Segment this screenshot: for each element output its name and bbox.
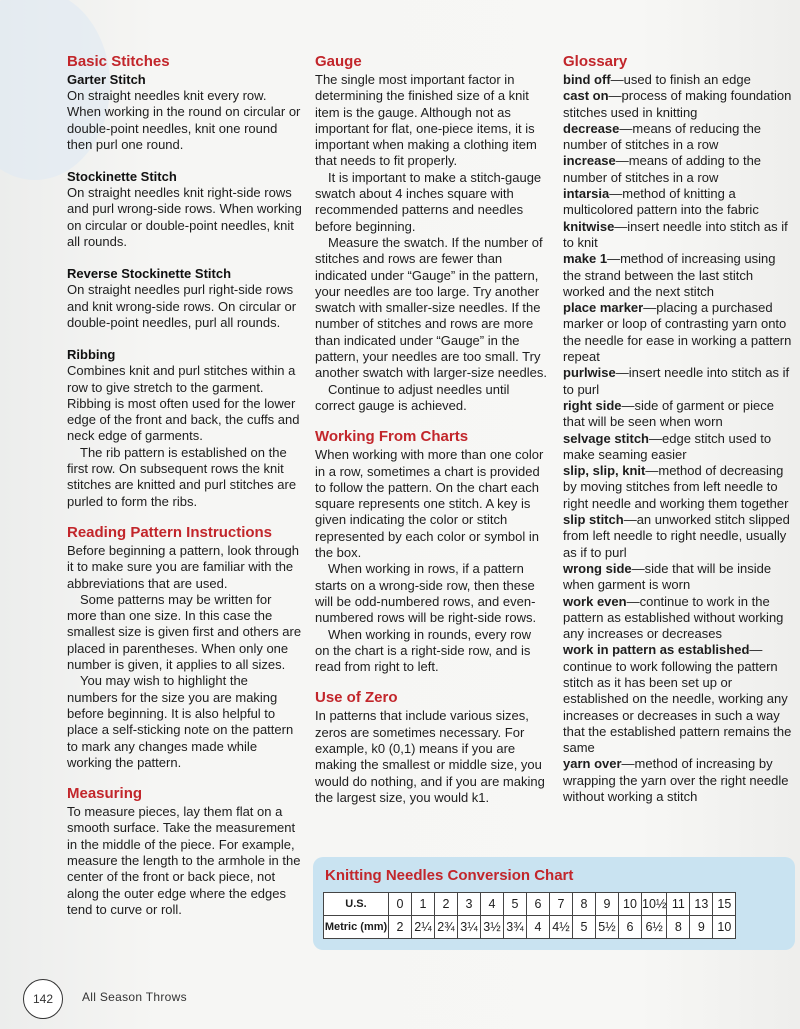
reverse-stockinette-heading: Reverse Stockinette Stitch [67,266,232,282]
glossary-entry [563,251,795,300]
glossary-entry [563,72,795,88]
glossary-term: right side [563,397,622,413]
metric-size-cell: 2¼ [412,916,435,939]
glossary-term: make 1 [563,251,608,267]
us-size-cell: 15 [713,893,736,916]
garter-stitch-heading: Garter Stitch [67,72,146,87]
stockinette-stitch-text: On straight needles knit right-side rows and purl wrong-side rows. When working on circular or double-point needles, knit all rounds. [67,185,302,250]
reading-pattern-heading: Reading Pattern Instructions [67,523,273,541]
glossary-definition: —method of increasing by wrapping the yarn over the right needle without working a stitch [563,756,789,805]
glossary-term: intarsia [563,186,610,202]
glossary-entry [563,561,795,594]
glossary-definition: —side of garment or piece that will be seen when worn [563,397,774,430]
glossary-term: increase [563,153,616,169]
metric-size-cell: 3¼ [458,916,481,939]
ribbing-text: Combines knit and purl stitches within a row to give stretch to the garment. Ribbing is most often used for the lower edge of the front and back, the cuffs and neck edge of garments. [67,363,300,444]
us-size-row [324,893,736,916]
measuring-text: To measure pieces, lay them flat on a smooth surface. Take the measurement in the middle of the piece. For example, measure the length to the armhole in the center of the front or back piece, not along the outer edge where the edges tend to curve or roll. [67,804,301,917]
use-of-zero-heading: Use of Zero [315,689,398,707]
metric-size-cell: 2 [389,916,412,939]
glossary-term: place marker [563,300,644,316]
charts-text-3: When working in rounds, every row on the chart is a right-side row, and is read from right to left. [315,626,532,675]
glossary-definition: —means of reducing the number of stitches in a row [563,120,762,153]
column-left [67,53,302,918]
reading-pattern-text: Before beginning a pattern, look through it to make sure you are familiar with the abbreviations that are used. [67,542,300,591]
glossary-entry [563,642,795,756]
glossary-term: work even [563,593,627,609]
column-middle [315,53,548,806]
us-size-cell: 13 [690,893,713,916]
metric-size-cell: 6½ [642,916,667,939]
charts-text-2: When working in rows, if a pattern starts on a wrong-side row, then these will be odd-numbered rows, and even-numbered rows will be right-side rows. [315,561,537,626]
gauge-text-2: It is important to make a stitch-gauge swatch about 4 inches square with recommended patterns and needles before beginning. [315,169,542,234]
basic-stitches-heading: Basic Stitches [67,53,170,70]
glossary-definition: —insert needle into stitch as if to purl [563,365,790,397]
glossary-definition: —process of making foundation stitches used in knitting [563,88,792,120]
glossary-term: selvage stitch [563,430,649,446]
glossary-entry [563,121,795,154]
glossary-definition: —insert needle into stitch as if to knit [563,218,788,250]
metric-size-cell: 5½ [596,916,619,939]
needle-conversion-chart [313,857,795,950]
us-size-cell: 6 [527,893,550,916]
metric-size-cell: 9 [690,916,713,939]
glossary-entry [563,186,795,219]
metric-label: Metric (mm) [324,916,389,939]
us-size-cell: 0 [389,893,412,916]
us-size-cell: 2 [435,893,458,916]
us-label: U.S. [324,893,389,916]
garter-stitch-text: On straight needles knit every row. When working in the round on circular or double-point needles, knit one round then purl one round. [67,88,301,152]
metric-size-cell: 4½ [550,916,573,939]
ribbing-heading: Ribbing [67,347,116,363]
glossary-definition: —method of decreasing by moving stitches from left needle to right needle and working them together [563,463,789,511]
metric-size-cell: 8 [667,916,690,939]
glossary-term: bind off [563,72,611,87]
us-size-cell: 10½ [642,893,667,916]
glossary-term: wrong side [563,560,632,576]
glossary-term: slip, slip, knit [563,463,646,479]
gauge-text-3: Measure the swatch. If the number of stitches and rows are fewer than indicated under “Gauge” in the pattern, your needles are too large. Try another swatch with smaller-size needles. If the number of stitches and rows are more than indicated under “Gauge” in the pattern, your needles are too small. Try another swatch with larger-size needles. [315,234,547,381]
us-size-cell: 10 [619,893,642,916]
glossary-definition: —continue to work in the pattern as established without working any increases or decreases [563,593,784,642]
us-size-cell: 1 [412,893,435,916]
gauge-text: The single most important factor in determining the finished size of a knit item is the gauge. Although not as important for flat, one-piece items, it is important when making a clothing item that needs to fit properly. [315,72,537,169]
glossary-term: cast on [563,88,609,104]
metric-size-cell: 5 [573,916,596,939]
metric-size-cell: 2¾ [435,916,458,939]
charts-text: When working with more than one color in a row, sometimes a chart is provided to follow the pattern. On the chart each square represents one stitch. A key is given indicating the color or stitch represented by each color or symbol in the box. [315,447,544,561]
glossary-entry [563,431,795,464]
measuring-heading: Measuring [67,785,143,803]
working-from-charts-heading: Working From Charts [315,428,469,446]
ribbing-text-2: The rib pattern is established on the first row. On subsequent rows the knit stitches are knitted and purl stitches are purled to form the ribs. [67,444,297,509]
glossary-term: yarn over [563,756,622,772]
glossary-definition: —side that will be inside when garment is worn [563,560,772,593]
glossary-definition: —continue to work following the pattern stitch as it has been set up or established on the needle, working any increases or decreases in such a way that the established pattern remains the same [563,642,792,756]
glossary-term: purlwise [563,365,616,381]
conversion-chart-title: Knitting Needles Conversion Chart [325,867,574,884]
glossary-entry [563,463,795,512]
column-glossary [563,53,795,805]
glossary-entry [563,219,795,252]
glossary-definition: —used to finish an edge [610,72,751,87]
us-size-cell: 8 [573,893,596,916]
glossary-term: knitwise [563,218,615,234]
stockinette-stitch-heading: Stockinette Stitch [67,169,177,185]
page-number: 142 [23,979,63,1019]
running-footer-title: All Season Throws [82,990,187,1004]
us-size-cell: 4 [481,893,504,916]
glossary-term: decrease [563,120,620,136]
glossary-definition: —method of knitting a multicolored pattern into the fabric [563,186,759,218]
glossary-entry [563,88,795,121]
metric-size-cell: 3¾ [504,916,527,939]
glossary-entry [563,512,795,561]
us-size-cell: 9 [596,893,619,916]
us-size-cell: 3 [458,893,481,916]
reading-pattern-text-2: Some patterns may be written for more than one size. In this case the smallest size is given first and others are placed in parentheses. When only one number is given, it applies to all sizes. [67,591,302,673]
glossary-term: work in pattern as established [563,642,750,658]
metric-size-cell: 10 [713,916,736,939]
glossary-definition: —means of adding to the number of stitches in a row [563,153,762,185]
glossary-entry [563,398,795,431]
metric-size-cell: 3½ [481,916,504,939]
glossary-entry [563,153,795,186]
glossary-entry [563,300,795,365]
gauge-text-4: Continue to adjust needles until correct gauge is achieved. [315,381,510,413]
glossary-entry [563,756,795,805]
glossary-term: slip stitch [563,512,624,528]
glossary-list [563,72,795,805]
glossary-heading: Glossary [563,53,628,70]
us-size-cell: 5 [504,893,527,916]
glossary-entry [563,365,795,398]
reverse-stockinette-text: On straight needles purl right-side rows and knit wrong-side rows. On circular or double-point needles, purl all rounds. [67,282,297,330]
glossary-definition: —method of increasing using the strand between the last stitch worked and the next stitch [563,251,776,299]
conversion-table [323,892,736,939]
use-of-zero-text: In patterns that include various sizes, zeros are sometimes necessary. For example, k0 (0,1) means if you are making the smallest or middle size, you would do nothing, and if you are making the largest size, you would k1. [315,708,545,805]
metric-size-cell: 4 [527,916,550,939]
us-size-cell: 7 [550,893,573,916]
glossary-entry [563,594,795,643]
glossary-definition: —edge stitch used to make seaming easier [563,430,772,462]
reading-pattern-text-3: You may wish to highlight the numbers for the size you are making before beginning. It is also helpful to place a self-sticking note on the pattern to mark any changes made while working the pattern. [67,673,294,770]
metric-size-cell: 6 [619,916,642,939]
gauge-heading: Gauge [315,53,362,70]
us-size-cell: 11 [667,893,690,916]
glossary-definition: —an unworked stitch slipped from left needle to right needle, usually as if to purl [563,512,790,560]
metric-size-row [324,916,736,939]
glossary-definition: —placing a purchased marker or loop of contrasting yarn onto the needle for ease in working a pattern repeat [563,300,792,365]
